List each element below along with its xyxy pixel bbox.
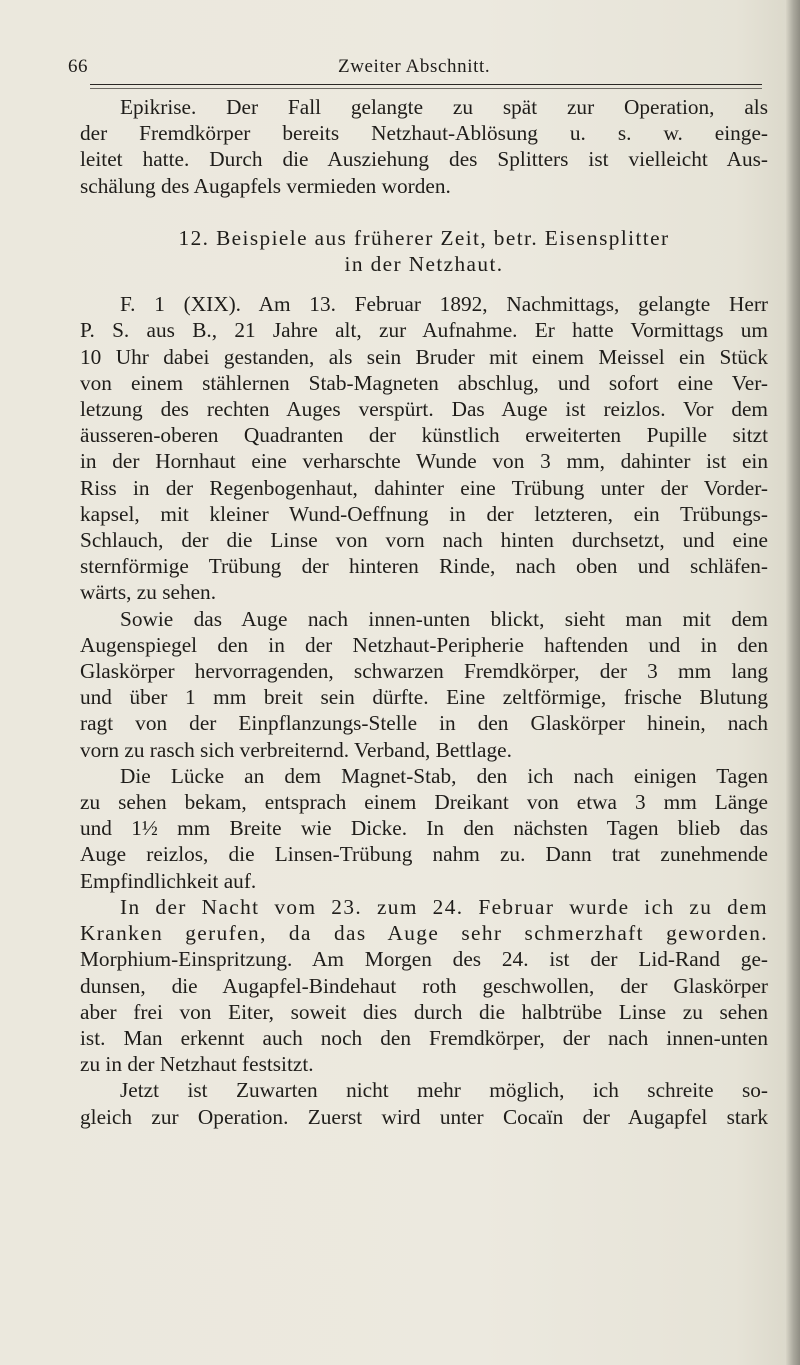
text-line: wärts, zu sehen. bbox=[80, 580, 217, 605]
text-line: Schlauch, der die Linse von vorn nach hinten durchsetzt, und eine bbox=[80, 528, 768, 553]
case-paragraph-5 bbox=[80, 1077, 768, 1129]
header-rule bbox=[90, 84, 762, 85]
case-paragraph-2 bbox=[80, 606, 768, 763]
text-line: Empfindlichkeit auf. bbox=[80, 868, 257, 893]
text-line: dunsen, die Augapfel-Bindehaut roth geschwollen, der Glaskörper bbox=[80, 973, 768, 998]
text-line: vorn zu rasch sich verbreiternd. Verband, Bettlage. bbox=[80, 737, 512, 762]
text-line: äusseren-oberen Quadranten der künstlich erweiterten Pupille sitzt bbox=[80, 423, 768, 448]
page-body bbox=[80, 94, 768, 1130]
page-number: 66 bbox=[68, 56, 88, 77]
section-heading-line: 12. Beispiele aus früherer Zeit, betr. Eisensplitter bbox=[178, 225, 670, 250]
text-line: In der Nacht vom 23. zum 24. Februar wurde ich zu dem bbox=[120, 894, 768, 919]
text-line: von einem stählernen Stab-Magneten abschlug, und sofort eine Ver- bbox=[80, 370, 768, 395]
text-line: Auge reizlos, die Linsen-Trübung nahm zu. Dann trat zunehmende bbox=[80, 842, 768, 867]
page-edge-shadow bbox=[786, 0, 800, 1365]
text-line: Riss in der Regenbogenhaut, dahinter eine Trübung unter der Vorder- bbox=[80, 475, 768, 500]
text-line: Sowie das Auge nach innen-unten blickt, sieht man mit dem bbox=[120, 606, 768, 631]
section-heading-line: in der Netzhaut. bbox=[344, 252, 504, 277]
text-line: Glaskörper hervorragenden, schwarzen Fremdkörper, der 3 mm lang bbox=[80, 659, 768, 684]
text-line: kapsel, mit kleiner Wund-Oeffnung in der letzteren, ein Trübungs- bbox=[80, 501, 768, 526]
text-line: Kranken gerufen, da das Auge sehr schmerzhaft geworden. bbox=[80, 921, 768, 946]
text-line: F. 1 (XIX). Am 13. Februar 1892, Nachmittags, gelangte Herr bbox=[120, 292, 768, 317]
text-line: der Fremdkörper bereits Netzhaut-Ablösung u. s. w. einge- bbox=[80, 121, 768, 146]
header-rule-thin bbox=[90, 88, 762, 89]
page-header bbox=[68, 56, 780, 82]
text-line: ragt von der Einpflanzungs-Stelle in den Glaskörper hinein, nach bbox=[80, 711, 768, 736]
text-line: leitet hatte. Durch die Ausziehung des Splitters ist vielleicht Aus- bbox=[80, 147, 768, 172]
text-line: in der Hornhaut eine verharschte Wunde von 3 mm, dahinter ist ein bbox=[80, 449, 768, 474]
text-line: und 1½ mm Breite wie Dicke. In den nächsten Tagen blieb das bbox=[80, 816, 768, 841]
epikrise-paragraph bbox=[80, 94, 768, 199]
text-line: Die Lücke an dem Magnet-Stab, den ich nach einigen Tagen bbox=[120, 763, 768, 788]
text-line: und über 1 mm breit sein dürfte. Eine zeltförmige, frische Blutung bbox=[80, 685, 768, 710]
text-line: letzung des rechten Auges verspürt. Das Auge ist reizlos. Vor dem bbox=[80, 397, 768, 422]
case-paragraph-4 bbox=[80, 894, 768, 1077]
text-line: schälung des Augapfels vermieden worden. bbox=[80, 173, 451, 198]
text-line: aber frei von Eiter, soweit dies durch die halbtrübe Linse zu sehen bbox=[80, 999, 768, 1024]
text-line: zu sehen bekam, entsprach einem Dreikant von etwa 3 mm Länge bbox=[80, 790, 768, 815]
running-head: Zweiter Abschnitt. bbox=[338, 56, 491, 77]
text-line: P. S. aus B., 21 Jahre alt, zur Aufnahme. Er hatte Vormittags um bbox=[80, 318, 768, 343]
text-line: Jetzt ist Zuwarten nicht mehr möglich, ich schreite so- bbox=[120, 1078, 768, 1103]
text-line: Epikrise. Der Fall gelangte zu spät zur Operation, als bbox=[120, 95, 768, 119]
text-line: ist. Man erkennt auch noch den Fremdkörper, der nach innen-unten bbox=[80, 1025, 768, 1050]
text-line: Augenspiegel den in der Netzhaut-Peripherie haftenden und in den bbox=[80, 632, 768, 657]
case-paragraph-1 bbox=[80, 291, 768, 605]
text-line: 10 Uhr dabei gestanden, als sein Bruder mit einem Meissel ein Stück bbox=[80, 344, 768, 369]
case-paragraph-3 bbox=[80, 763, 768, 894]
text-line: zu in der Netzhaut festsitzt. bbox=[80, 1052, 314, 1077]
text-line: sternförmige Trübung der hinteren Rinde, nach oben und schläfen- bbox=[80, 554, 768, 579]
section-heading bbox=[80, 225, 768, 277]
text-line: gleich zur Operation. Zuerst wird unter Cocaïn der Augapfel stark bbox=[80, 1104, 768, 1129]
text-line: Morphium-Einspritzung. Am Morgen des 24. ist der Lid-Rand ge- bbox=[80, 947, 768, 972]
